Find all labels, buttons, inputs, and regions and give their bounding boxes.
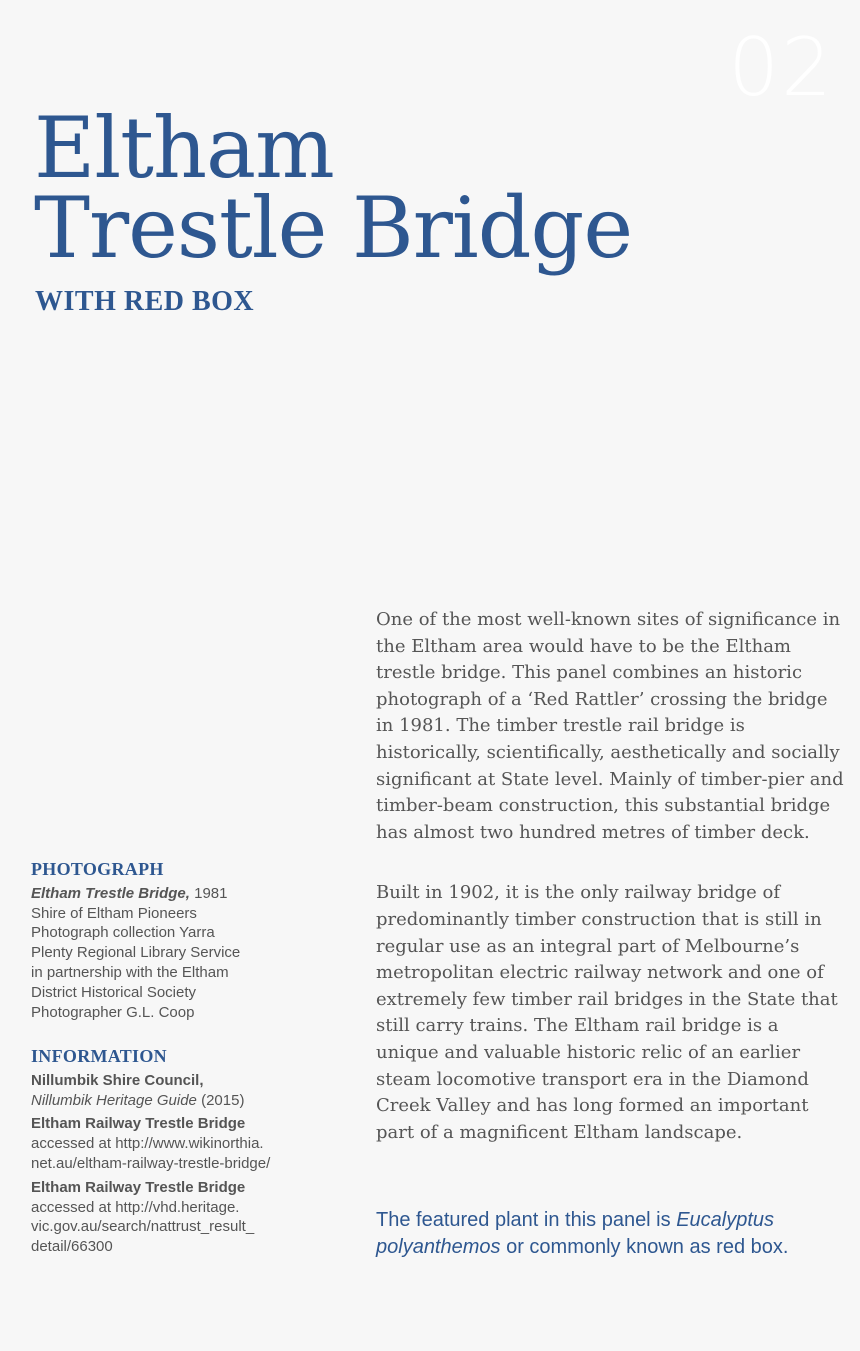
- photo-credit-line: Photographer G.L. Coop: [31, 1003, 195, 1021]
- body-paragraph-1: One of the most well-known sites of significance in the Eltham area would have to be the Eltham trestle bridge. This panel combines an historic photograph of a ‘Red Rattler’ crossing the bridge in 1981. The timber trestle rail bridge is historically, scientifically, aesthetically and socially significant at State level. Mainly of timber-pier and timber-beam construction, this substantial bridge has almost two hundred metres of timber deck.: [376, 609, 844, 843]
- featured-prefix: The featured plant in this panel is: [376, 1209, 677, 1231]
- page-subtitle: WITH RED BOX: [35, 286, 255, 317]
- source-2-url-line: accessed at http://www.wikinorthia.: [31, 1135, 264, 1153]
- photo-credit-line: Plenty Regional Library Service: [31, 944, 241, 962]
- source-3-url-line: detail/66300: [31, 1238, 113, 1256]
- title-line-1: Eltham: [34, 99, 334, 197]
- page-number: 02: [728, 21, 834, 114]
- main-body-text: [376, 607, 846, 1146]
- information-sources: [31, 1047, 331, 1257]
- source-1-year: (2015): [196, 1091, 245, 1109]
- body-paragraph-2: Built in 1902, it is the only railway bridge of predominantly timber construction that is still in regular use as an integral part of Melbourne’s metropolitan electric railway network and one of extremely few timber rail bridges in the State that still carry trains. The Eltham rail bridge is a unique and valuable historic relic of an earlier steam locomotive transport era in the Diamond Creek Valley and has long formed an important part of a magnificent Eltham landscape.: [376, 882, 838, 1143]
- photo-credit-line: Shire of Eltham Pioneers: [31, 904, 197, 922]
- photo-caption-title: Eltham Trestle Bridge,: [31, 884, 190, 902]
- source-2-title: Eltham Railway Trestle Bridge: [31, 1115, 246, 1133]
- featured-suffix: or commonly known as red box.: [500, 1236, 789, 1258]
- photo-credit-line: Photograph collection Yarra: [31, 924, 215, 942]
- source-3-url-line: accessed at http://vhd.heritage.: [31, 1198, 240, 1216]
- source-1-title: Nillumbik Shire Council,: [31, 1071, 204, 1089]
- source-1-publication: [31, 1091, 331, 1111]
- featured-plant-note: [376, 1207, 846, 1261]
- photograph-heading: PHOTOGRAPH: [31, 859, 164, 879]
- information-heading: INFORMATION: [31, 1046, 167, 1066]
- photo-credit-line: District Historical Society: [31, 983, 197, 1001]
- featured-species-epithet: polyanthemos: [376, 1236, 501, 1258]
- photo-credit-line: in partnership with the Eltham: [31, 963, 229, 981]
- photo-caption-year: 1981: [189, 884, 228, 902]
- page-title: [34, 99, 633, 277]
- source-3-title: Eltham Railway Trestle Bridge: [31, 1178, 246, 1196]
- title-line-2: Trestle Bridge: [34, 179, 633, 277]
- photograph-credits: [31, 860, 331, 1022]
- photo-caption: [31, 884, 331, 904]
- featured-species-genus: Eucalyptus: [676, 1209, 775, 1231]
- source-3-url-line: vic.gov.au/search/nattrust_result_: [31, 1218, 255, 1236]
- source-2-url-line: net.au/eltham-railway-trestle-bridge/: [31, 1154, 271, 1172]
- source-1-pub-title: Nillumbik Heritage Guide: [31, 1091, 197, 1109]
